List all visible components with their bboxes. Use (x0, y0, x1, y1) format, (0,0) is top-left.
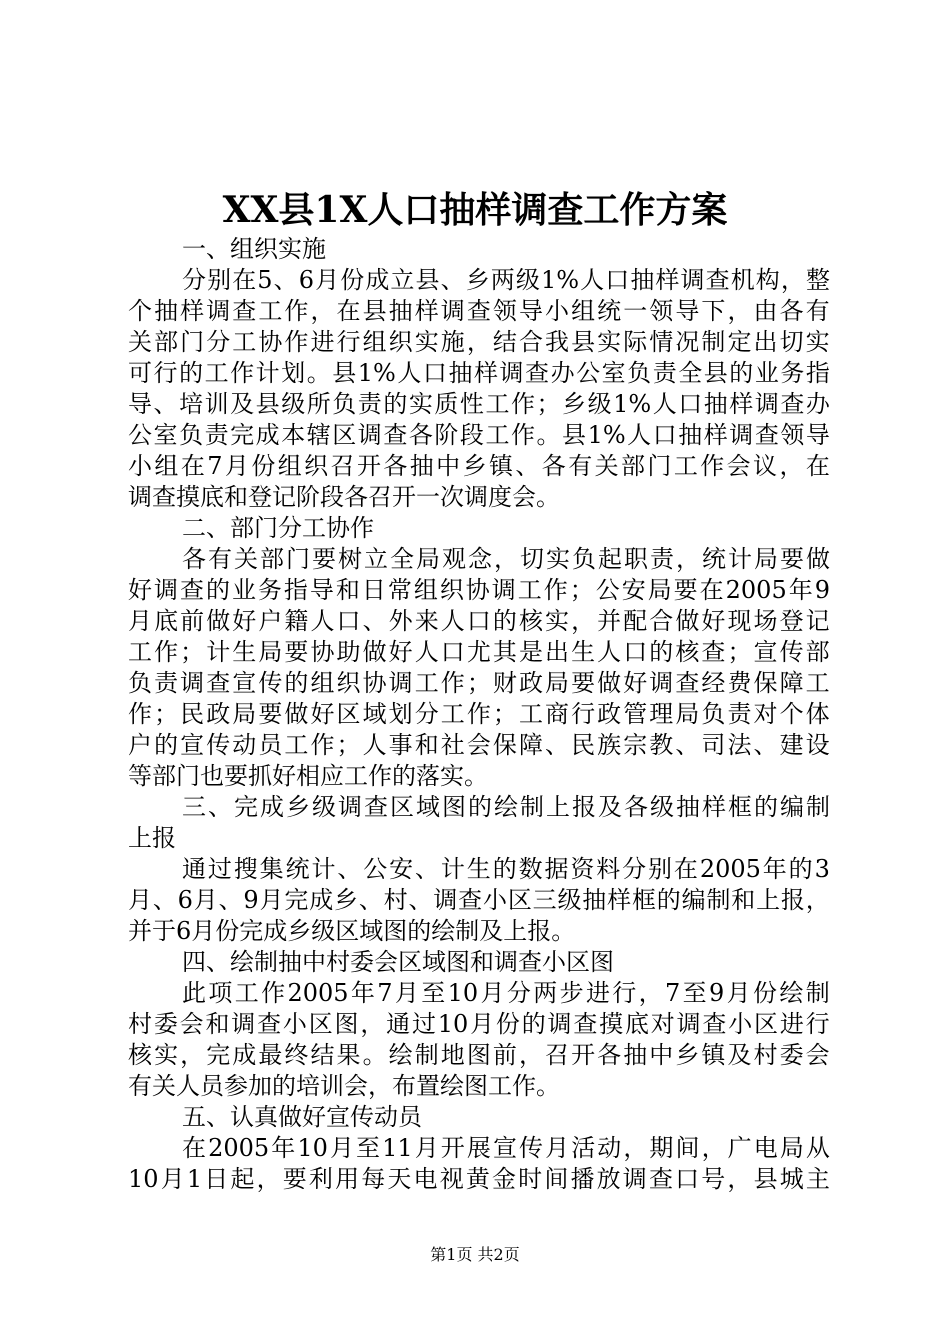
body-line: 个 抽 样 调 查 工 作 ， 在 县 抽 样 调 查 领 导 小 组 统 一 领 导 下 ， 由 各 有 (128, 297, 830, 325)
body-line: 调查摸底和登记阶段各召开一次调度会。 (128, 483, 560, 511)
body-line: 四、绘制抽中村委会区域图和调查小区图 (182, 948, 614, 976)
body-line: 并于6月份完成乡级区域图的绘制及上报。 (128, 917, 576, 945)
body-line: 月 底 前 做 好 户 籍 人 口 、 外 来 人 口 的 核 实 ， 并 配 合 做 好 现 场 登 记 (128, 607, 830, 635)
body-line: 村 委 会 和 调 查 小 区 图 ， 通 过 10 月 份 的 调 查 摸 底 对 调 查 小 区 进 行 (128, 1010, 830, 1038)
body-line: 此 项 工 作 2005 年 7 月 至 10 月 分 两 步 进 行 ， 7 至 9 月 份 绘 制 (182, 979, 830, 1007)
body-line: 三 、 完 成 乡 级 调 查 区 域 图 的 绘 制 上 报 及 各 级 抽 样 框 的 编 制 (182, 793, 830, 821)
body-line: 等部门也要抓好相应工作的落实。 (128, 762, 488, 790)
page-footer: 第1页 共2页 (430, 1245, 520, 1264)
body-line: 作 ； 民 政 局 要 做 好 区 域 划 分 工 作 ； 工 商 行 政 管 理 局 负 责 对 个 体 (128, 700, 830, 728)
body-line: 在 2005 年 10 月 至 11 月 开 展 宣 传 月 活 动 ， 期 间 ， 广 电 局 从 (182, 1134, 830, 1162)
body-line: 关 部 门 分 工 协 作 进 行 组 织 实 施 ， 结 合 我 县 实 际 情 况 制 定 出 切 实 (128, 328, 830, 356)
body-line: 导 、 培 训 及 县 级 所 负 责 的 实 质 性 工 作 ； 乡 级 1% 人 口 抽 样 调 查 办 (128, 390, 830, 418)
body-line: 小 组 在 7 月 份 组 织 召 开 各 抽 中 乡 镇 、 各 有 关 部 门 工 作 会 议 ， 在 (128, 452, 830, 480)
body-line: 月 、 6 月 、 9 月 完 成 乡 、 村 、 调 查 小 区 三 级 抽 样 框 的 编 制 和 上 报 ， (128, 886, 830, 914)
body-line: 各 有 关 部 门 要 树 立 全 局 观 念 ， 切 实 负 起 职 责 ， 统 计 局 要 做 (182, 545, 830, 573)
body-line: 通 过 搜 集 统 计 、 公 安 、 计 生 的 数 据 资 料 分 别 在 2005 年 的 3 (182, 855, 830, 883)
document-body (128, 234, 830, 1195)
document-title: XX县1X人口抽样调查工作方案 (222, 189, 728, 231)
body-line: 上报 (128, 824, 176, 852)
body-line: 好 调 查 的 业 务 指 导 和 日 常 组 织 协 调 工 作 ； 公 安 局 要 在 2005 年 9 (128, 576, 830, 604)
body-line: 工 作 ； 计 生 局 要 协 助 做 好 人 口 尤 其 是 出 生 人 口 的 核 查 ； 宣 传 部 (128, 638, 830, 666)
body-line: 公 室 负 责 完 成 本 辖 区 调 查 各 阶 段 工 作 。 县 1% 人 口 抽 样 调 查 领 导 (128, 421, 830, 449)
body-line: 负 责 调 查 宣 传 的 组 织 协 调 工 作 ； 财 政 局 要 做 好 调 查 经 费 保 障 工 (128, 669, 830, 697)
body-line: 分 别 在 5 、 6 月 份 成 立 县 、 乡 两 级 1% 人 口 抽 样 调 查 机 构 ， 整 (182, 266, 830, 294)
body-line: 二、部门分工协作 (182, 514, 374, 542)
body-line: 五、认真做好宣传动员 (182, 1103, 422, 1131)
body-line: 户 的 宣 传 动 员 工 作 ； 人 事 和 社 会 保 障 、 民 族 宗 教 、 司 法 、 建 设 (128, 731, 830, 759)
body-line: 有关人员参加的培训会，布置绘图工作。 (128, 1072, 560, 1100)
body-line: 核 实 ， 完 成 最 终 结 果 。 绘 制 地 图 前 ， 召 开 各 抽 中 乡 镇 及 村 委 会 (128, 1041, 830, 1069)
body-line: 可 行 的 工 作 计 划 。 县 1% 人 口 抽 样 调 查 办 公 室 负 责 全 县 的 业 务 指 (128, 359, 830, 387)
body-line: 10 月 1 日 起 ， 要 利 用 每 天 电 视 黄 金 时 间 播 放 调 查 口 号 ， 县 城 主 (128, 1165, 830, 1193)
body-line: 一、组织实施 (182, 235, 326, 263)
